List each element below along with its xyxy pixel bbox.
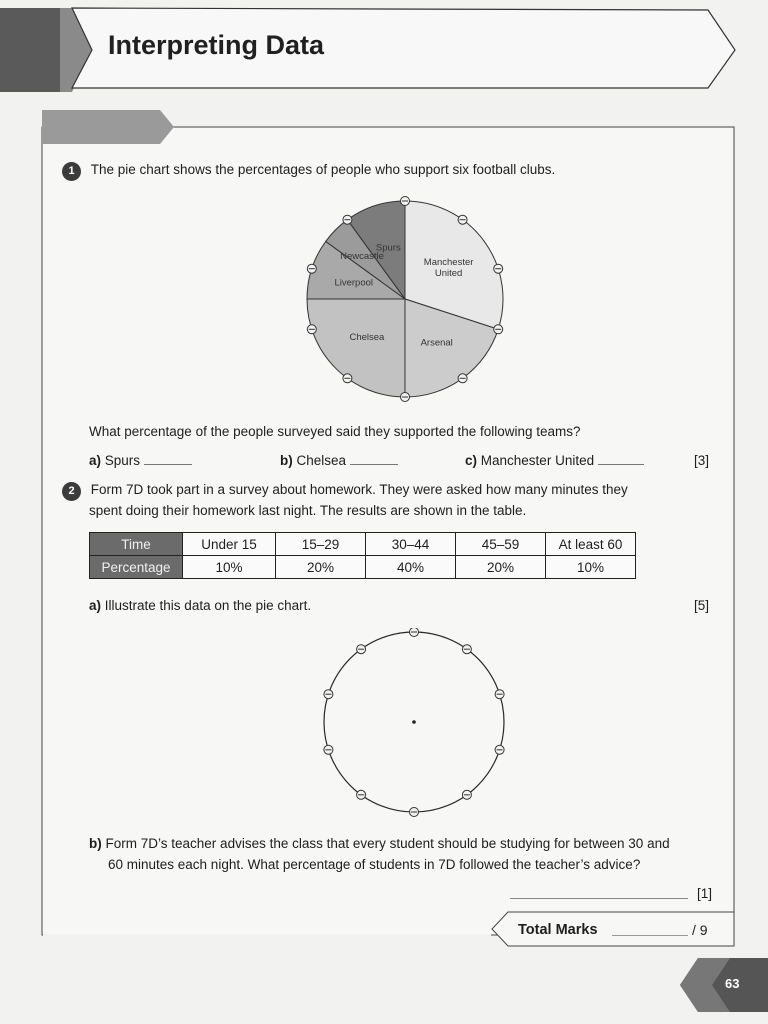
- table-cell: 15–29: [276, 533, 366, 556]
- part-c-man-utd: c) Manchester United: [465, 453, 644, 468]
- marks-q1: [3]: [694, 453, 710, 468]
- page-number: 63: [725, 976, 740, 991]
- table-cell: 30–44: [366, 533, 456, 556]
- pie-label: Chelsea: [349, 332, 385, 344]
- row-header: Time: [90, 533, 183, 556]
- part-a-instruction: a) Illustrate this data on the pie chart.: [89, 598, 312, 613]
- football-pie-chart: [294, 195, 516, 405]
- table-cell: At least 60: [546, 533, 636, 556]
- pie-label: Manchester: [423, 256, 474, 268]
- table-row: [90, 533, 636, 556]
- marks-q2a: [5]: [694, 598, 710, 613]
- page-number-tab: [680, 958, 768, 1012]
- page-title: Interpreting Data: [108, 30, 325, 60]
- total-marks-line: [612, 934, 688, 936]
- table-cell: Under 15: [183, 533, 276, 556]
- pie-label: Arsenal: [420, 337, 453, 349]
- question-number-badge: 1: [62, 162, 81, 181]
- question-2-prompt: 2 Form 7D took part in a survey about homework. They were asked how many minutes they: [62, 482, 628, 501]
- table-cell: 20%: [276, 556, 366, 579]
- pie-label: United: [434, 267, 463, 279]
- pie-label: Newcastle: [340, 251, 384, 263]
- row-header: Percentage: [90, 556, 183, 579]
- table-row: [90, 556, 636, 579]
- marks-q2b: [1]: [697, 886, 713, 901]
- answer-line[interactable]: [510, 897, 688, 899]
- table-cell: 10%: [183, 556, 276, 579]
- pie-slice: [307, 299, 405, 397]
- empty-pie-chart[interactable]: [314, 628, 514, 818]
- table-cell: 45–59: [456, 533, 546, 556]
- question-2-prompt-line2: spent doing their homework last night. The results are shown in the table.: [89, 503, 527, 518]
- centre-dot: [412, 720, 416, 724]
- homework-table: [89, 532, 636, 579]
- answer-blank[interactable]: [598, 463, 644, 465]
- total-marks-value: / 9: [692, 922, 708, 938]
- part-b-text-line2: 60 minutes each night. What percentage of students in 7D followed the teacher’s advice?: [108, 857, 641, 872]
- question-1-prompt: 1 The pie chart shows the percentages of people who support six football clubs.: [62, 162, 555, 181]
- table-cell: 40%: [366, 556, 456, 579]
- total-marks-label: Total Marks: [518, 922, 598, 938]
- table-cell: 10%: [546, 556, 636, 579]
- part-a-spurs: a) Spurs: [89, 453, 192, 468]
- table-cell: 20%: [456, 556, 546, 579]
- pie-label: Spurs: [375, 242, 401, 254]
- answer-blank[interactable]: [144, 463, 192, 465]
- question-number-badge: 2: [62, 482, 81, 501]
- answer-blank[interactable]: [350, 463, 398, 465]
- part-b-text-line1: b) Form 7D’s teacher advises the class that every student should be studying for between 30 and: [89, 836, 670, 851]
- pie-label: Liverpool: [334, 277, 374, 289]
- question-1-text: What percentage of the people surveyed said they supported the following teams?: [89, 424, 581, 439]
- part-b-chelsea: b) Chelsea: [280, 453, 398, 468]
